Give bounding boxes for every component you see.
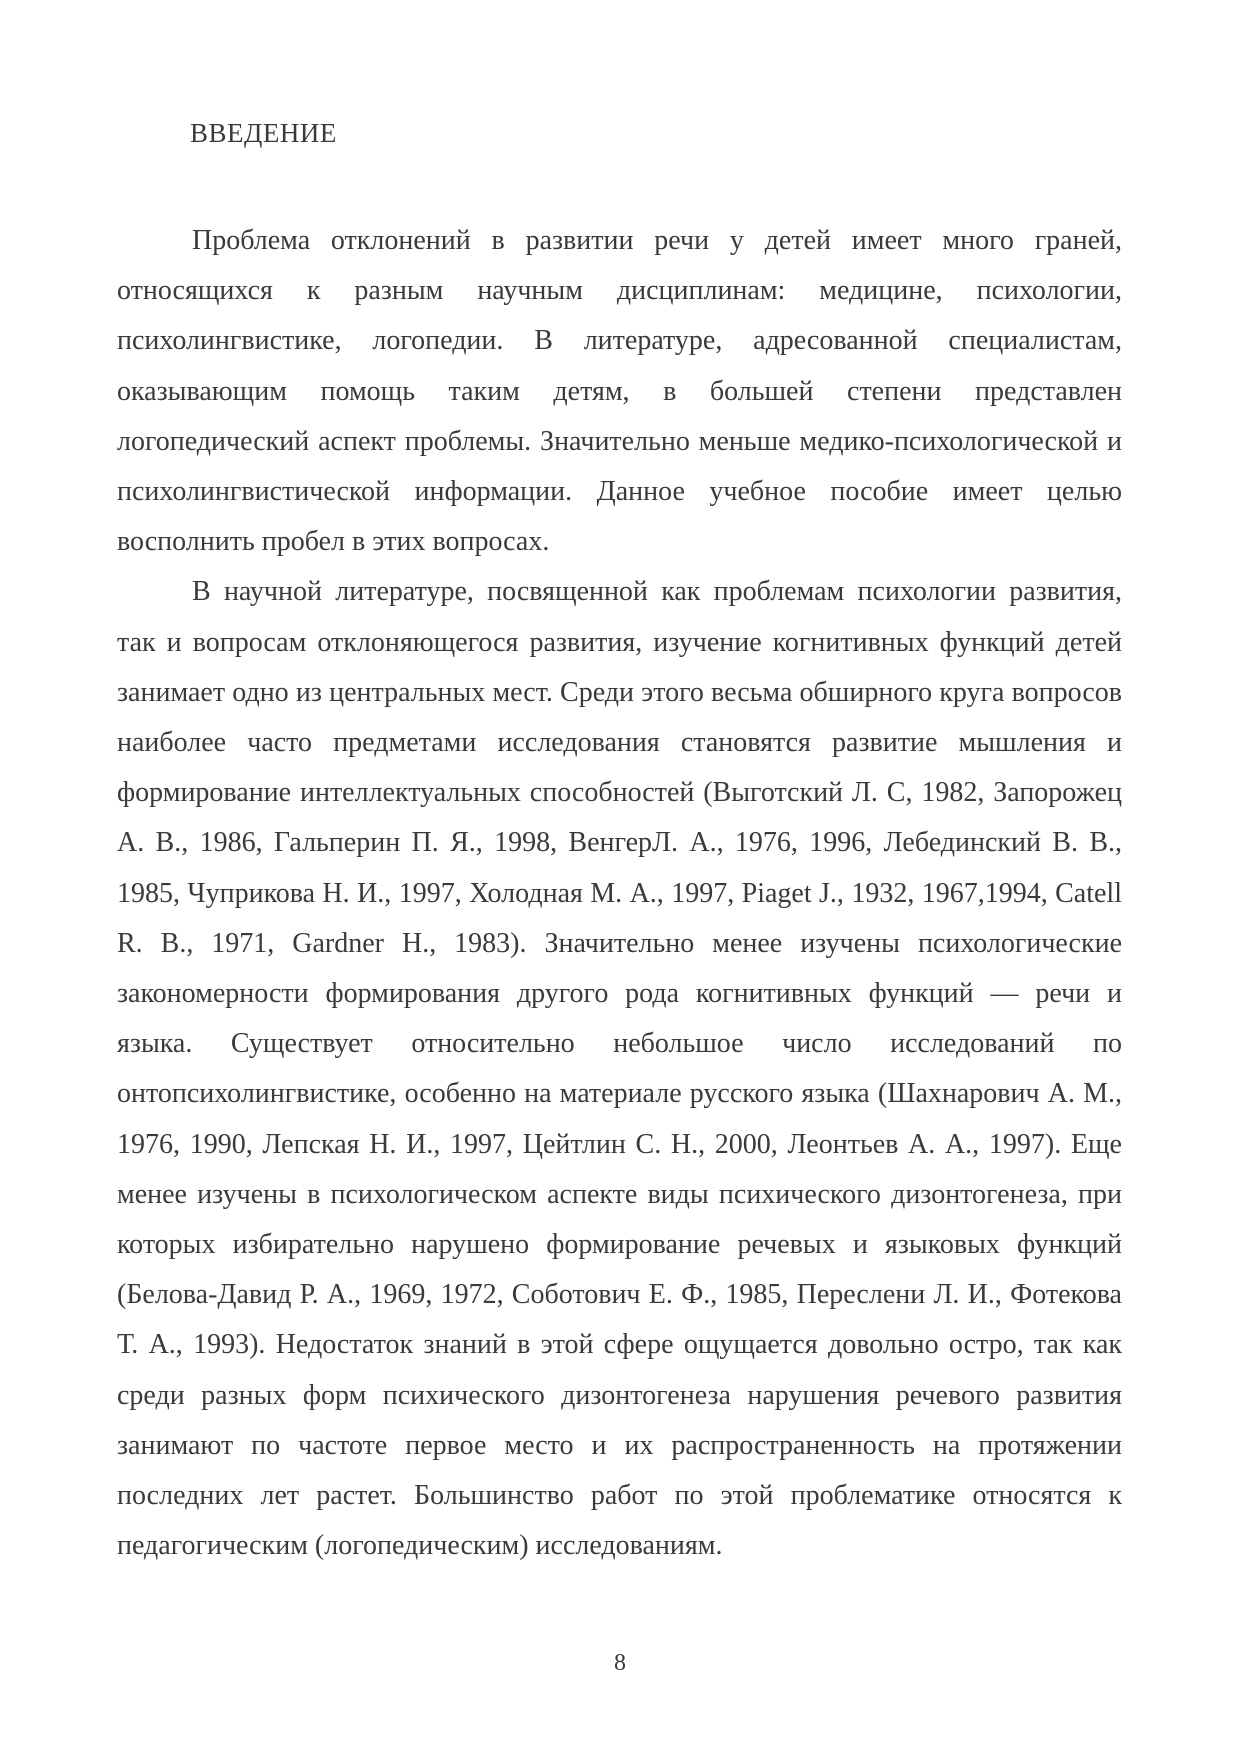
paragraph-literature-review: В научной литературе, посвященной как проблемам психологии развития, так и вопросам отклоняющегося развития, изучение когнитивных функций детей занимает одно из центральных мест. Среди этого весьма обширного круга вопросов наиболее часто предметами исследования становятся развитие мышления и формирование интеллектуальных способностей (Выготский Л. С, 1982, Запорожец А. В., 1986, Гальперин П. Я., 1998, ВенгерЛ. А., 1976, 1996, Лебединский В. В., 1985, Чуприкова Н. И., 1997, Холодная М. А., 1997, Piaget J., 1932, 1967,1994, Catell R. B., 1971, Gardner H., 1983). Значительно менее изучены психологические закономерности формирования другого рода когнитивных функций — речи и языка. Существует относительно небольшое число исследований по онтопсихолингвистике, особенно на материале русского языка (Шахнарович А. М., 1976, 1990, Лепская Н. И., 1997, Цейтлин С. Н., 2000, Леонтьев А. А., 1997). Еще менее изучены в психологическом аспекте виды психического дизонтогенеза, при которых избирательно нарушено формирование речевых и языковых функций (Белова-Давид Р. А., 1969, 1972, Соботович Е. Ф., 1985, Переслени Л. И., Фотекова Т. А., 1993). Недостаток знаний в этой сфере ощущается довольно остро, так как среди разных форм психического дизонтогенеза нарушения речевого развития занимают по частоте первое место и их распространенность на протяжении последних лет растет. Большинство работ по этой проблематике относятся к педагогическим (логопедическим) исследованиям. — [117, 576, 1122, 1562]
paragraph-intro: Проблема отклонений в развитии речи у детей имеет много граней, относящихся к разным научным дисциплинам: медицине, психологии, психолингвистике, логопедии. В литературе, адресованной специалистам, оказывающим помощь таким детям, в большей степени представлен логопедический аспект проблемы. Значительно меньше медико-психологической и психолингвистической информации. Данное учебное пособие имеет целью восполнить пробел в этих вопросах. — [117, 225, 1122, 558]
body-text — [117, 216, 1122, 1571]
page-number: 8 — [614, 1650, 626, 1676]
section-heading: ВВЕДЕНИЕ — [190, 118, 337, 148]
